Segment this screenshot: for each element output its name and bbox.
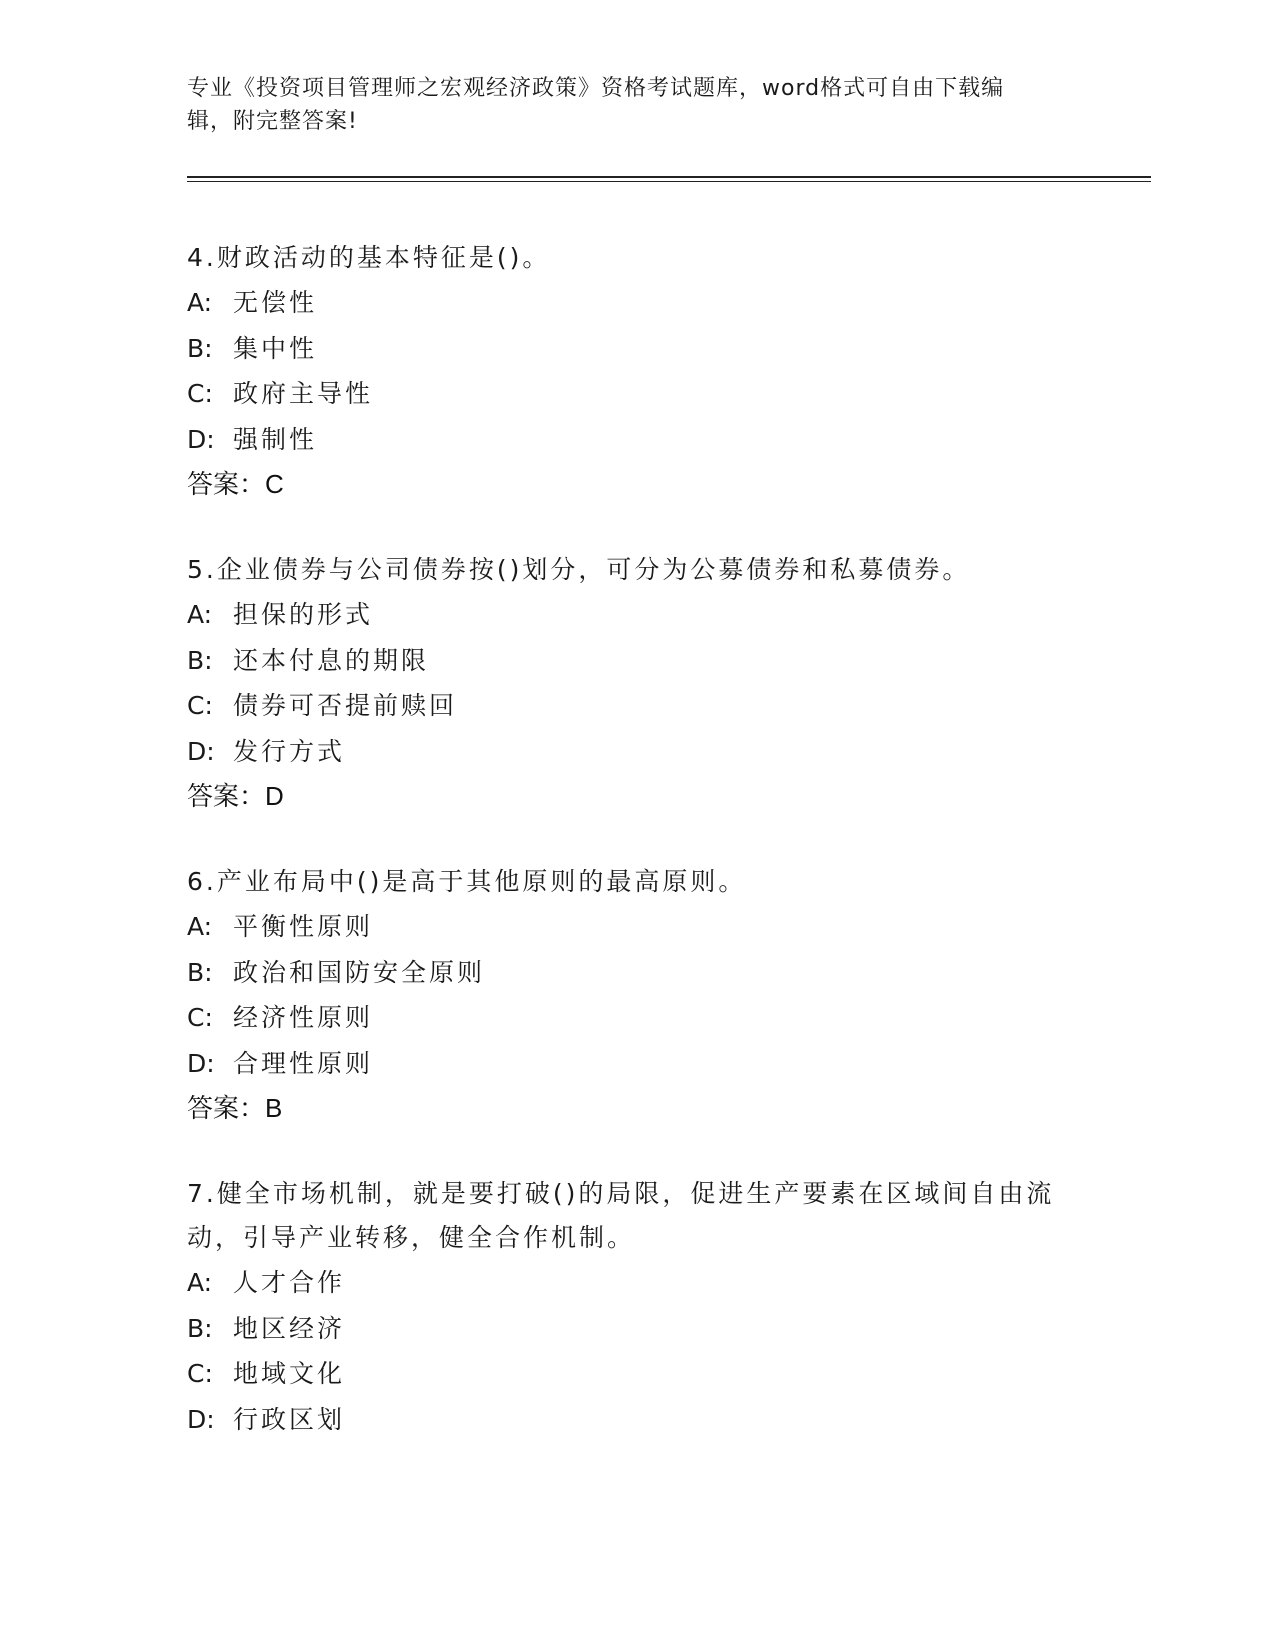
option-key: D:	[187, 424, 215, 454]
option-key: C:	[187, 379, 213, 408]
option-b	[187, 1306, 1087, 1352]
question-stem: 7.健全市场机制，就是要打破()的局限，促进生产要素在区域间自由流动，引导产业转移，健全合作机制。	[187, 1179, 1055, 1252]
option-a	[187, 904, 1087, 950]
question-stem: 5.企业债券与公司债券按()划分，可分为公募债券和私募债券。	[187, 555, 971, 584]
option-b	[187, 326, 1087, 372]
option-key: A:	[187, 288, 213, 317]
header-line-1: 专业《投资项目管理师之宏观经济政策》资格考试题库，word格式可自由下载编	[187, 76, 1005, 101]
option-d	[187, 729, 1087, 775]
question-stem: 6.产业布局中()是高于其他原则的最高原则。	[187, 867, 747, 896]
option-key: B:	[187, 333, 213, 363]
answer-line: 答案：D	[187, 781, 284, 811]
header-divider-thick	[187, 176, 1151, 178]
option-d	[187, 1041, 1087, 1087]
option-c	[187, 995, 1087, 1041]
option-text: 政治和国防安全原则	[233, 957, 486, 987]
option-a	[187, 592, 1087, 638]
option-key: A:	[187, 600, 213, 629]
option-text: 发行方式	[233, 736, 346, 766]
option-key: C:	[187, 1003, 213, 1032]
question-6	[187, 860, 1087, 1131]
option-key: D:	[187, 736, 215, 766]
option-text: 政府主导性	[233, 379, 374, 408]
option-text: 行政区划	[233, 1404, 346, 1434]
question-4	[187, 236, 1087, 507]
option-key: C:	[187, 691, 213, 720]
option-text: 地区经济	[233, 1313, 346, 1343]
option-key: D:	[187, 1404, 215, 1434]
option-text: 集中性	[233, 333, 318, 363]
option-c	[187, 1351, 1087, 1397]
header-line-2: 辑，附完整答案!	[187, 109, 358, 134]
option-b	[187, 638, 1087, 684]
option-text: 无偿性	[233, 288, 318, 317]
option-text: 还本付息的期限	[233, 645, 430, 675]
option-c	[187, 371, 1087, 417]
header-divider-thin	[187, 181, 1151, 182]
document-header	[187, 72, 1067, 138]
option-key: A:	[187, 1268, 213, 1297]
option-text: 经济性原则	[233, 1003, 374, 1032]
answer-line: 答案：B	[187, 1093, 283, 1123]
question-5	[187, 548, 1087, 819]
option-text: 担保的形式	[233, 600, 374, 629]
question-list	[187, 236, 1087, 1483]
option-text: 强制性	[233, 424, 318, 454]
option-key: C:	[187, 1359, 213, 1388]
option-key: B:	[187, 645, 213, 675]
option-text: 平衡性原则	[233, 912, 374, 941]
option-key: B:	[187, 1313, 213, 1343]
option-key: D:	[187, 1048, 215, 1078]
option-c	[187, 683, 1087, 729]
option-d	[187, 417, 1087, 463]
option-a	[187, 1260, 1087, 1306]
option-b	[187, 950, 1087, 996]
option-text: 人才合作	[233, 1268, 346, 1297]
option-a	[187, 280, 1087, 326]
option-key: B:	[187, 957, 213, 987]
option-text: 债券可否提前赎回	[233, 691, 458, 720]
option-text: 合理性原则	[233, 1048, 374, 1078]
option-key: A:	[187, 912, 213, 941]
answer-line: 答案：C	[187, 469, 284, 499]
question-7	[187, 1172, 1087, 1442]
option-d	[187, 1397, 1087, 1443]
question-stem: 4.财政活动的基本特征是()。	[187, 243, 551, 272]
option-text: 地域文化	[233, 1359, 346, 1388]
